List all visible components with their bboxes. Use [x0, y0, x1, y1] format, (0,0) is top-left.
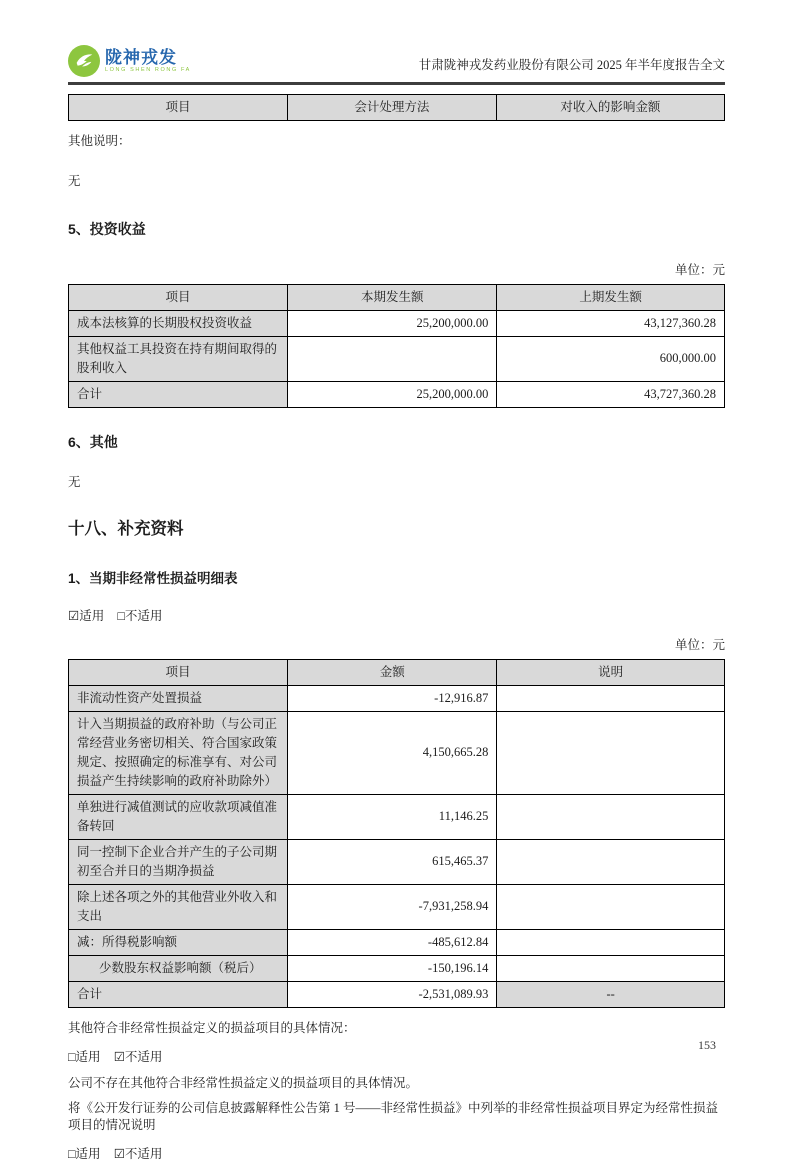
cell-item: 除上述各项之外的其他营业外收入和支出 — [69, 884, 288, 929]
col-header-item: 项目 — [69, 659, 288, 685]
logo-bird-icon — [68, 45, 100, 77]
applicability-line — [68, 606, 725, 624]
col-header-prior: 上期发生额 — [497, 284, 725, 310]
cell-note — [497, 929, 725, 955]
table-header-row — [69, 284, 725, 310]
cell-note — [497, 955, 725, 981]
cell-item: 合计 — [69, 981, 288, 1007]
logo-company-name-cn: 陇神戎发 — [105, 47, 177, 67]
cell-item: 成本法核算的长期股权投资收益 — [69, 310, 288, 336]
table-header-row — [69, 659, 725, 685]
chapter18-title: 十八、补充资料 — [68, 519, 184, 538]
section5-title: 5、投资收益 — [68, 220, 146, 237]
applicable-checkbox: ☑适用 — [68, 608, 105, 623]
unit-label: 单位：元 — [674, 262, 725, 277]
col-header-method: 会计处理方法 — [288, 95, 497, 121]
company-logo — [68, 45, 191, 77]
page-header — [68, 0, 725, 85]
applicability-line — [68, 1144, 725, 1162]
applicability-line — [68, 1047, 725, 1065]
cell-amount: -150,196.14 — [288, 955, 497, 981]
other-note-value: 无 — [68, 173, 81, 188]
no-other-items-note: 公司不存在其他符合非经常性损益定义的损益项目的具体情况。 — [68, 1075, 419, 1090]
cell-amount: -2,531,089.93 — [288, 981, 497, 1007]
cell-item: 计入当期损益的政府补助（与公司正常经营业务密切相关、符合国家政策规定、按照确定的标准享有、对公司损益产生持续影响的政府补助除外） — [69, 711, 288, 794]
non-recurring-items-table — [68, 659, 725, 1008]
col-header-item: 项目 — [69, 95, 288, 121]
col-header-note: 说明 — [497, 659, 725, 685]
accounting-method-table — [68, 94, 725, 121]
subsection1-title: 1、当期非经常性损益明细表 — [68, 570, 238, 586]
table-total-row — [69, 381, 725, 407]
applicable-checkbox: □适用 — [68, 1049, 101, 1064]
table-row — [69, 336, 725, 381]
page-number: 153 — [698, 1038, 716, 1052]
table-total-row — [69, 981, 725, 1007]
table-row — [69, 685, 725, 711]
cell-note: -- — [497, 981, 725, 1007]
cell-note — [497, 839, 725, 884]
cell-item: 少数股东权益影响额（税后） — [69, 955, 288, 981]
cell-current-amount — [288, 336, 497, 381]
cell-item: 单独进行减值测试的应收款项减值准备转回 — [69, 794, 288, 839]
cell-amount: 4,150,665.28 — [288, 711, 497, 794]
cell-note — [497, 884, 725, 929]
cell-prior-amount: 43,727,360.28 — [497, 381, 725, 407]
applicable-checkbox: □适用 — [68, 1147, 101, 1162]
cell-item: 同一控制下企业合并产生的子公司期初至合并日的当期净损益 — [69, 839, 288, 884]
unit-label: 单位：元 — [674, 637, 725, 652]
cell-amount: 11,146.25 — [288, 794, 497, 839]
cell-current-amount: 25,200,000.00 — [288, 381, 497, 407]
cell-item: 非流动性资产处置损益 — [69, 685, 288, 711]
cell-item: 其他权益工具投资在持有期间取得的股利收入 — [69, 336, 288, 381]
definition-note: 将《公开发行证券的公司信息披露解释性公告第 1 号——非经常性损益》中列举的非经常性损益项目界定为经常性损益项目的情况说明 — [68, 1101, 719, 1133]
section6-content: 无 — [68, 474, 81, 489]
other-note-label: 其他说明： — [68, 134, 131, 148]
cell-prior-amount: 600,000.00 — [497, 336, 725, 381]
table-row — [69, 884, 725, 929]
table-header-row — [69, 95, 725, 121]
cell-amount: -12,916.87 — [288, 685, 497, 711]
table-row — [69, 839, 725, 884]
document-title: 甘肃陇神戎发药业股份有限公司 2025 年半年度报告全文 — [418, 58, 725, 72]
cell-note — [497, 794, 725, 839]
table-row — [69, 794, 725, 839]
col-header-income-impact: 对收入的影响金额 — [496, 95, 724, 121]
investment-income-table — [68, 284, 725, 408]
not-applicable-checkbox: ☑不适用 — [113, 1147, 163, 1162]
cell-current-amount: 25,200,000.00 — [288, 310, 497, 336]
table-row — [69, 955, 725, 981]
cell-prior-amount: 43,127,360.28 — [497, 310, 725, 336]
section6-title: 6、其他 — [68, 433, 118, 450]
cell-amount: 615,465.37 — [288, 839, 497, 884]
logo-company-name-en: LONG SHEN RONG FA — [105, 66, 191, 73]
col-header-amount: 金额 — [288, 659, 497, 685]
table-row — [69, 310, 725, 336]
cell-note — [497, 685, 725, 711]
cell-item: 合计 — [69, 381, 288, 407]
cell-item: 减：所得税影响额 — [69, 929, 288, 955]
not-applicable-checkbox: □不适用 — [117, 608, 163, 623]
col-header-item: 项目 — [69, 284, 288, 310]
table-row — [69, 711, 725, 794]
logo-text-block — [105, 49, 191, 74]
not-applicable-checkbox: ☑不适用 — [113, 1049, 163, 1064]
other-items-note: 其他符合非经常性损益定义的损益项目的具体情况： — [68, 1020, 356, 1035]
cell-note — [497, 711, 725, 794]
table-row — [69, 929, 725, 955]
cell-amount: -7,931,258.94 — [288, 884, 497, 929]
col-header-current: 本期发生额 — [288, 284, 497, 310]
cell-amount: -485,612.84 — [288, 929, 497, 955]
